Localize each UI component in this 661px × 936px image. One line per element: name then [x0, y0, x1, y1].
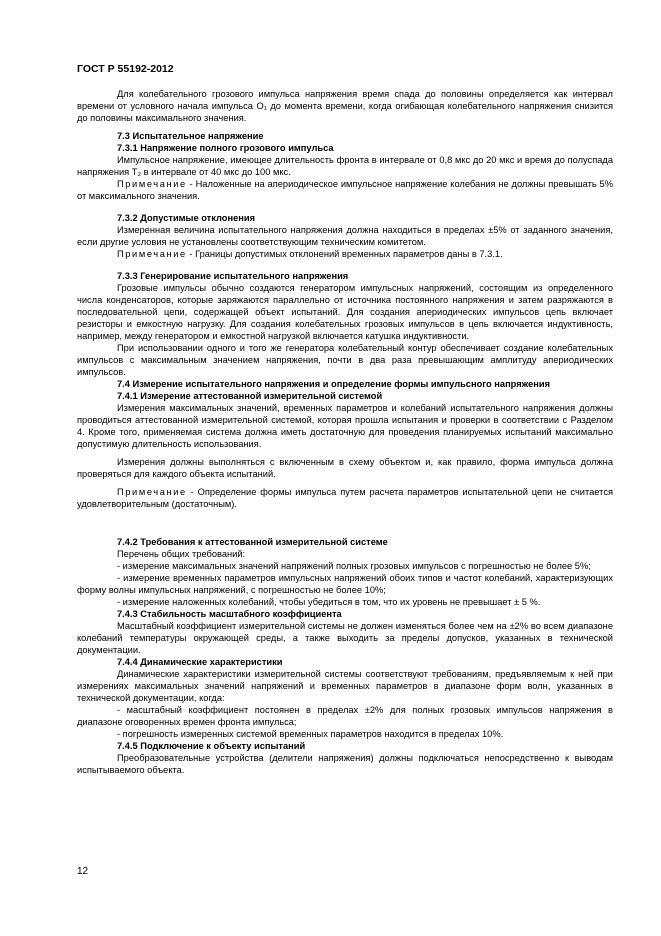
section-7-4-5-text: Преобразовательные устройства (делители напряжения) должны подключаться непосредственно к выводам испытываемого объекта.: [77, 753, 613, 775]
note-label: Примечание: [117, 487, 187, 497]
section-7-4-3-text: Масштабный коэффициент измерительной системы не должен изменяться более чем на ±2% во всем диапазоне колебаний температуры окружающей среды, а также выходить за пределы допусков, указанных в технической документации.: [77, 621, 613, 655]
section-7-4-1-paragraph-1: Измерения максимальных значений, временных параметров и колебаний испытательного напряжения должны проводиться аттестованной измерительной системой, которая прошла испытания и проверки в соответствии с Разделом 4. Кроме того, применяемая система должна иметь достаточную для проведения планируемых испытаний максимально допустимую длительность использования.: [77, 403, 613, 449]
section-7-3-1-text: Импульсное напряжение, имеющее длительность фронта в интервале от 0,8 мкс до 20 мкс и время до полуспада напряжения T₂ в интервале от 40 мкс до 100 мкс.: [77, 155, 613, 177]
section-7-3-1-title: 7.3.1 Напряжение полного грозового импульса: [117, 143, 334, 153]
section-7-4-1-paragraph-2: Измерения должны выполняться с включенным в схему объектом и, как правило, форма импульса должна проверяться для каждого объекта испытаний.: [77, 457, 613, 479]
note-label: Примечание: [117, 249, 187, 259]
page-number: 12: [77, 866, 89, 877]
section-7-4-5-title: 7.4.5 Подключение к объекту испытаний: [117, 741, 306, 751]
intro-paragraph: Для колебательного грозового импульса напряжения время спада до половины определяется как интервал времени от условного начала импульса O₁ до момента времени, когда огибающая колебательного напряжения снизится до половины максимального значения.: [77, 89, 613, 123]
section-7-4-4-text: Динамические характеристики измерительной системы соответствуют требованиям, предъявляемым к ней при измерениях максимальных значений напряжений и временных параметров в диапазоне форм волн, указанных в технической документации, когда:: [77, 669, 613, 703]
document-header: ГОСТ Р 55192-2012: [77, 63, 174, 75]
section-7-4-1-title: 7.4.1 Измерение аттестованной измерительной системой: [117, 391, 383, 401]
note-text: - Определение формы импульса путем расчета параметров испытательной цепи не считается удовлетворительным (достаточным).: [77, 487, 613, 509]
section-7-3-3-paragraph-2: При использовании одного и того же генератора колебательный контур обеспечивает создание колебательных импульсов с максимальным значением напряжения, почти в два раза превышающим амплитуду апериодических импульсов.: [77, 343, 613, 377]
note-text: - Границы допустимых отклонений временных параметров даны в 7.3.1.: [186, 249, 503, 259]
section-7-3-2-note: [77, 248, 613, 260]
document-body: [77, 88, 613, 776]
note-text: - Наложенные на апериодическое импульсное напряжение колебания не должны превышать 5% от максимального значения.: [77, 179, 613, 201]
section-7-3-2-text: Измеренная величина испытательного напряжения должна находиться в пределах ±5% от заданного значения, если другие условия не установлены соответствующим техническим комитетом.: [77, 225, 613, 247]
section-7-4-4-title: 7.4.4 Динамические характеристики: [117, 657, 283, 667]
list-item: - измерение наложенных колебаний, чтобы убедиться в том, что их уровень не превышает ± 5 %.: [117, 597, 541, 607]
note-label: Примечание: [117, 179, 187, 189]
section-7-4-3-title: 7.4.3 Стабильность масштабного коэффициента: [117, 609, 342, 619]
section-7-4-title: 7.4 Измерение испытательного напряжения и определение формы импульсного напряжения: [117, 379, 551, 389]
section-7-3-2-title: 7.3.2 Допустимые отклонения: [117, 213, 256, 223]
section-7-3-3-title: 7.3.3 Генерирование испытательного напряжения: [117, 271, 349, 281]
list-item: - измерение максимальных значений напряжений полных грозовых импульсов с погрешностью не более 5%;: [117, 561, 591, 571]
list-item: - измерение временных параметров импульсных напряжений обоих типов и частот колебаний, характеризующих форму волны импульсных напряжений, с погрешностью не более 10%;: [77, 573, 613, 595]
section-7-3-title: 7.3 Испытательное напряжение: [117, 131, 264, 141]
section-7-3-1-note: [77, 178, 613, 202]
list-item: - масштабный коэффициент постоянен в пределах ±2% для полных грозовых импульсов напряжения в диапазоне оговоренных времен фронта импульса;: [77, 705, 613, 727]
list-item: - погрешность измеренных системой временных параметров находится в пределах 10%.: [117, 729, 504, 739]
section-7-3-3-paragraph-1: Грозовые импульсы обычно создаются генератором импульсных напряжений, состоящим из определенного числа конденсаторов, которые заряжаются параллельно от источника постоянного напряжения и затем разряжаются в последовательной цепи, содержащей объект испытаний. Для создания апериодических импульсов цепь включает резисторы и емкостную нагрузку. Для создания колебательных грозовых импульсов в цепь включается индуктивность, например, между генератором и емкостной нагрузкой включается катушка индуктивности.: [77, 283, 613, 341]
section-7-4-1-note: [77, 486, 613, 510]
section-7-4-2-title: 7.4.2 Требования к аттестованной измерительной системе: [117, 537, 388, 547]
requirements-intro: Перечень общих требований:: [117, 549, 246, 559]
